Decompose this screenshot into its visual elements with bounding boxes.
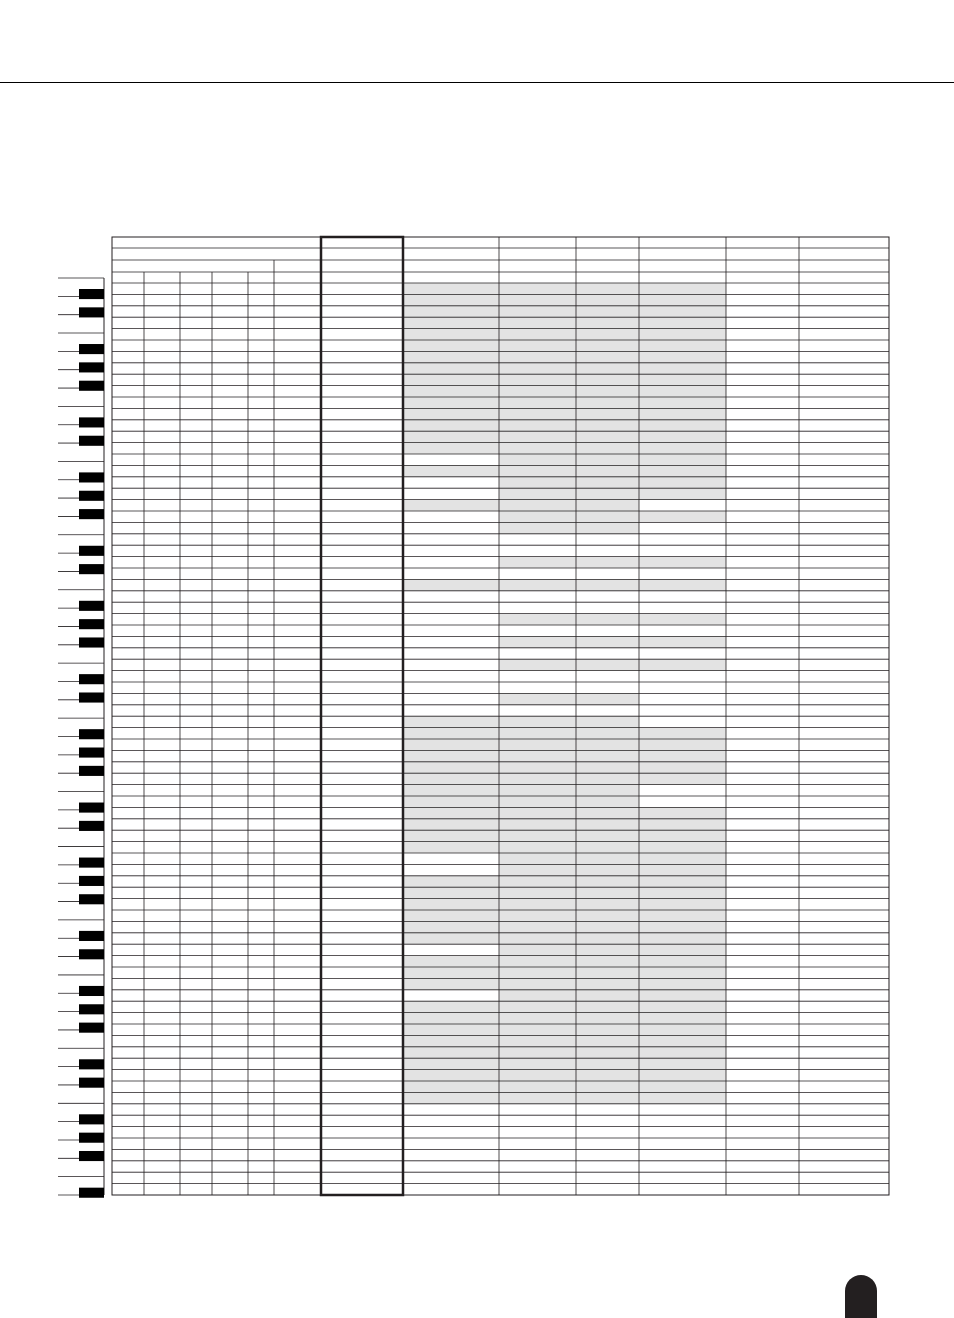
shaded-cell (499, 990, 726, 1001)
black-key (79, 289, 104, 299)
shaded-cell (499, 636, 726, 647)
shaded-cell (403, 796, 639, 853)
black-key (79, 803, 104, 813)
black-key (79, 949, 104, 959)
shaded-cell (403, 728, 726, 785)
black-key (79, 894, 104, 904)
shaded-cell (499, 557, 639, 568)
shaded-cell (403, 283, 726, 454)
black-key (79, 491, 104, 501)
black-key (79, 509, 104, 519)
black-key (79, 417, 104, 427)
shaded-cell (499, 500, 639, 534)
shaded-cell (403, 465, 499, 476)
black-key (79, 637, 104, 647)
black-key (79, 1078, 104, 1088)
black-key (79, 1004, 104, 1014)
black-key (79, 876, 104, 886)
shaded-cell (499, 944, 726, 955)
black-key (79, 692, 104, 702)
shaded-cell (499, 614, 726, 625)
shaded-cell (403, 500, 499, 511)
black-key (79, 821, 104, 831)
black-key (79, 986, 104, 996)
shaded-cell (403, 956, 726, 990)
black-key (79, 1151, 104, 1161)
black-key (79, 729, 104, 739)
black-key (79, 436, 104, 446)
black-key (79, 381, 104, 391)
shaded-cell (639, 511, 726, 522)
shaded-cell (403, 785, 639, 796)
black-key (79, 674, 104, 684)
black-key (79, 307, 104, 317)
black-key (79, 766, 104, 776)
black-key (79, 564, 104, 574)
black-key (79, 1133, 104, 1143)
black-key (79, 546, 104, 556)
black-key (79, 362, 104, 372)
shaded-cell (403, 1047, 726, 1081)
black-key (79, 619, 104, 629)
black-key (79, 472, 104, 482)
shaded-cell (403, 579, 726, 590)
page-number-tab (845, 1275, 877, 1318)
shaded-cell (499, 693, 639, 704)
keyboard-diagram (58, 278, 104, 1198)
shaded-cell (499, 659, 726, 670)
shaded-cell (639, 557, 726, 568)
black-key (79, 748, 104, 758)
black-key (79, 344, 104, 354)
black-key (79, 1114, 104, 1124)
black-key (79, 858, 104, 868)
black-key (79, 601, 104, 611)
black-key (79, 1023, 104, 1033)
black-key (79, 1188, 104, 1198)
black-key (79, 1059, 104, 1069)
black-key (79, 931, 104, 941)
